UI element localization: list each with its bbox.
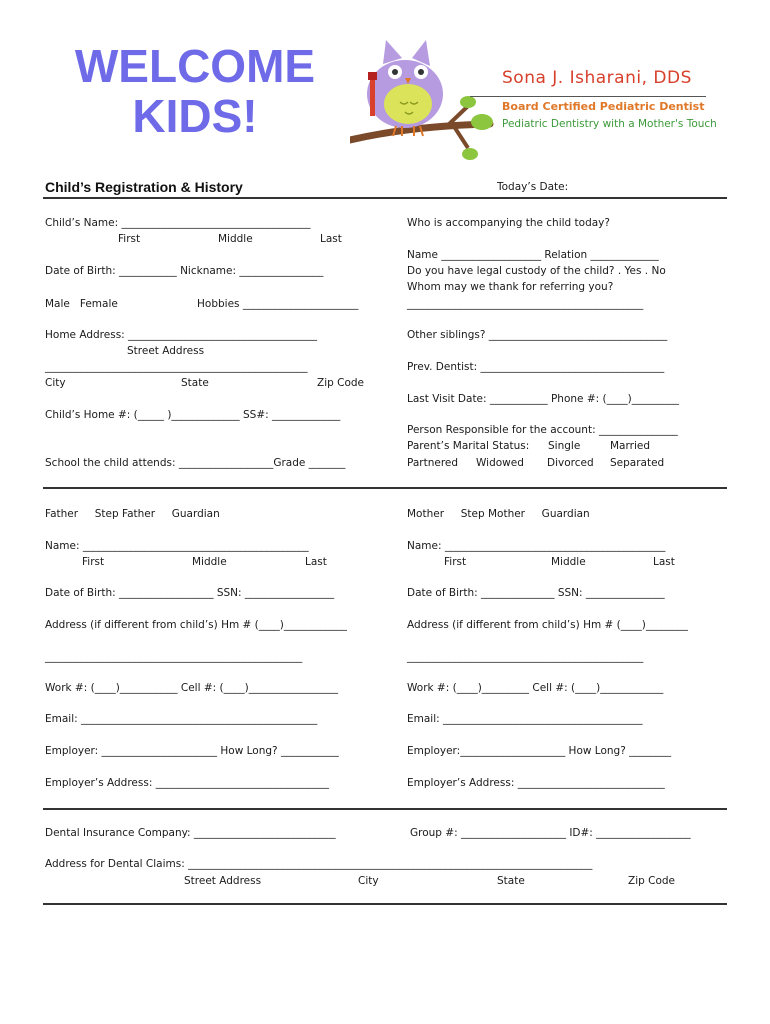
father-work-cell-field[interactable]: Work #: (____)___________ Cell #: (____)_________________: [45, 682, 338, 694]
divider-top: [43, 197, 727, 199]
header-rule: [470, 96, 706, 97]
zip-label: Zip Code: [317, 377, 364, 389]
state-label: State: [181, 377, 209, 389]
mother-employer-field[interactable]: Employer:____________________ How Long? ________: [407, 745, 672, 757]
mother-work-cell-field[interactable]: Work #: (____)_________ Cell #: (____)____________: [407, 682, 664, 694]
referral-question: Whom may we thank for referring you?: [407, 281, 614, 293]
welcome-line-2: KIDS!: [132, 90, 258, 142]
father-dob-ssn-field[interactable]: Date of Birth: __________________ SSN: _________________: [45, 587, 335, 599]
father-employer-address-field[interactable]: Employer’s Address: _________________________________: [45, 777, 329, 789]
child-name-field[interactable]: Child’s Name: ____________________________________: [45, 217, 311, 229]
marital-option-separated[interactable]: Separated: [610, 457, 665, 469]
marital-option-divorced[interactable]: Divorced: [547, 457, 594, 469]
mother-employer-address-field[interactable]: Employer’s Address: ____________________________: [407, 777, 665, 789]
mother-first-label: First: [444, 556, 467, 568]
child-home-phone-ss-field[interactable]: Child’s Home #: (_____ )_____________ SS#: _____________: [45, 409, 341, 421]
doctor-name: Sona J. Isharani, DDS: [502, 68, 692, 88]
father-address-field[interactable]: Address (if different from child’s) Hm # (____)____________: [45, 619, 347, 631]
last-visit-phone-field[interactable]: Last Visit Date: ___________ Phone #: (____)_________: [407, 393, 679, 405]
father-first-label: First: [82, 556, 105, 568]
father-name-field[interactable]: Name: ___________________________________________: [45, 540, 309, 552]
accompanying-question: Who is accompanying the child today?: [407, 217, 610, 229]
form-title: Child’s Registration & History: [45, 179, 243, 195]
mother-last-label: Last: [653, 556, 675, 568]
father-middle-label: Middle: [192, 556, 227, 568]
divider-middle: [43, 487, 727, 489]
doctor-credential: Board Certified Pediatric Dentist: [502, 100, 705, 113]
child-name-last-label: Last: [320, 233, 342, 245]
mother-address-line-2[interactable]: _____________________________________________: [407, 651, 644, 663]
child-sex-options[interactable]: Male Female: [45, 298, 118, 310]
divider-lower: [43, 808, 727, 810]
father-last-label: Last: [305, 556, 327, 568]
mother-role-options[interactable]: Mother Step Mother Guardian: [407, 508, 590, 520]
divider-bottom: [43, 903, 727, 905]
previous-dentist-field[interactable]: Prev. Dentist: ___________________________________: [407, 361, 665, 373]
mother-name-field[interactable]: Name: __________________________________________: [407, 540, 666, 552]
child-dob-nickname-field[interactable]: Date of Birth: ___________ Nickname: ________________: [45, 265, 324, 277]
referral-field[interactable]: _____________________________________________: [407, 298, 644, 310]
father-employer-field[interactable]: Employer: ______________________ How Long? ___________: [45, 745, 339, 757]
marital-option-widowed[interactable]: Widowed: [476, 457, 524, 469]
home-address-line-2[interactable]: __________________________________________________: [45, 361, 308, 373]
dental-claims-address-field[interactable]: Address for Dental Claims: _____________________________________________________________________________: [45, 858, 593, 870]
responsible-person-field[interactable]: Person Responsible for the account: _______________: [407, 424, 678, 436]
owl-branch-logo: [350, 36, 500, 166]
city-label: City: [45, 377, 66, 389]
claims-zip-label: Zip Code: [628, 875, 675, 887]
accompanying-name-relation-field[interactable]: Name ___________________ Relation _____________: [407, 249, 659, 261]
claims-city-label: City: [358, 875, 379, 887]
child-hobbies-field[interactable]: Hobbies ______________________: [197, 298, 359, 310]
practice-tagline: Pediatric Dentistry with a Mother's Touch: [502, 118, 717, 130]
marital-option-single[interactable]: Single: [548, 440, 581, 452]
father-address-line-2[interactable]: _________________________________________________: [45, 651, 303, 663]
claims-street-label: Street Address: [184, 875, 262, 887]
marital-option-partnered[interactable]: Partnered: [407, 457, 459, 469]
claims-state-label: State: [497, 875, 525, 887]
other-siblings-field[interactable]: Other siblings? __________________________________: [407, 329, 668, 341]
marital-option-married[interactable]: Married: [610, 440, 650, 452]
dental-insurance-company-field[interactable]: Dental Insurance Company: ___________________________: [45, 827, 336, 839]
mother-address-field[interactable]: Address (if different from child’s) Hm # (____)________: [407, 619, 688, 631]
mother-email-field[interactable]: Email: ______________________________________: [407, 713, 643, 725]
mother-dob-ssn-field[interactable]: Date of Birth: ______________ SSN: _______________: [407, 587, 665, 599]
street-address-label: Street Address: [127, 345, 205, 357]
insurance-group-id-field[interactable]: Group #: ____________________ ID#: __________________: [410, 827, 691, 839]
school-grade-field[interactable]: School the child attends: __________________Grade _______: [45, 457, 346, 469]
father-role-options[interactable]: Father Step Father Guardian: [45, 508, 220, 520]
father-email-field[interactable]: Email: _____________________________________________: [45, 713, 318, 725]
todays-date-field[interactable]: Today’s Date:: [497, 181, 569, 193]
marital-status-label: Parent’s Marital Status:: [407, 440, 530, 452]
child-name-middle-label: Middle: [218, 233, 253, 245]
home-address-field[interactable]: Home Address: ____________________________________: [45, 329, 318, 341]
welcome-line-1: WELCOME: [74, 40, 316, 92]
child-name-first-label: First: [118, 233, 141, 245]
legal-custody-question[interactable]: Do you have legal custody of the child? . Yes . No: [407, 265, 666, 277]
mother-middle-label: Middle: [551, 556, 586, 568]
